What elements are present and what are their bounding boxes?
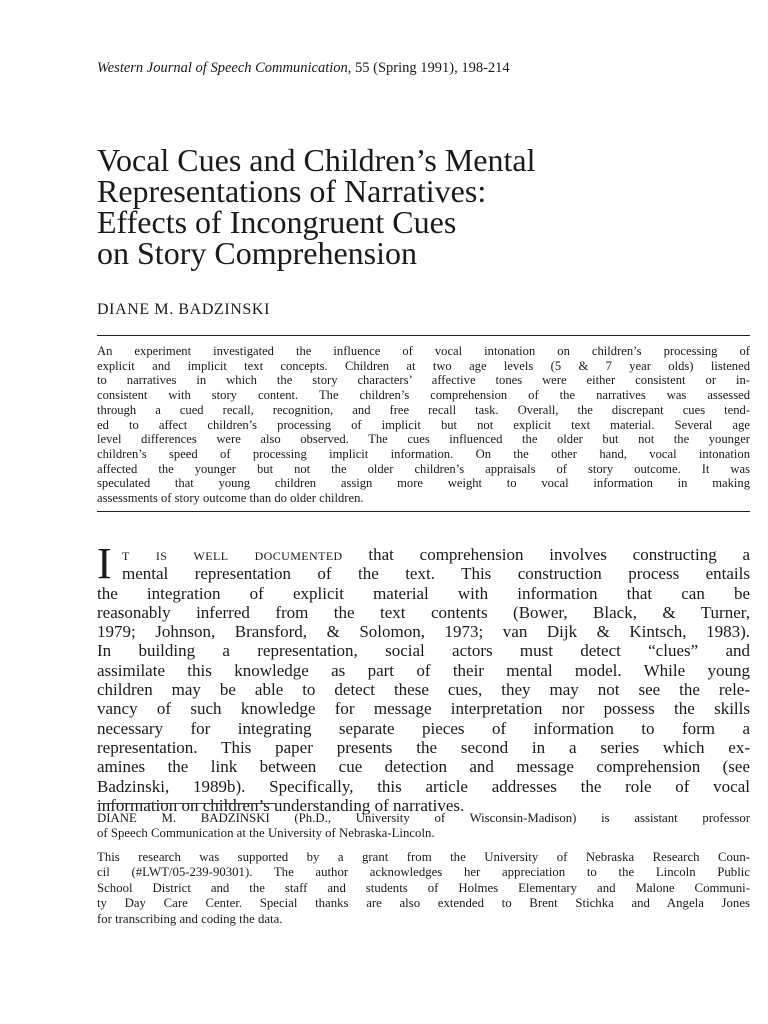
drop-cap: I bbox=[97, 539, 112, 588]
footnote-rule bbox=[97, 803, 277, 804]
abstract-line: affected the younger but not the older children’s appraisals of story outcome. It was bbox=[97, 461, 750, 476]
abstract-line: An experiment investigated the influence of vocal intonation on children’s processing of bbox=[97, 344, 750, 358]
article-title bbox=[97, 142, 737, 271]
body-line: amines the link between cue detection and message comprehension (see bbox=[97, 757, 750, 777]
abstract-line: assessments of story outcome than do older children. bbox=[97, 491, 364, 506]
body-line: 1979; Johnson, Bransford, & Solomon, 1973; van Dijk & Kintsch, 1983). bbox=[97, 622, 750, 642]
title-line: on Story Comprehension bbox=[97, 235, 417, 271]
footnote-line: ty Day Care Center. Special thanks are also extended to Brent Stichka and Angela Jones bbox=[97, 896, 750, 911]
footnote-line: cil (#LWT/05-239-90301). The author acknowledges her appreciation to the Lincoln Public bbox=[97, 865, 750, 880]
opening-small-caps: t is well documented bbox=[122, 545, 343, 564]
abstract-line: level differences were also observed. The cues influenced the older but not the younger bbox=[97, 432, 750, 447]
journal-name: Western Journal of Speech Communication, bbox=[97, 60, 352, 76]
title-line: Effects of Incongruent Cues bbox=[97, 204, 457, 240]
body-line: the integration of explicit material with information that can be bbox=[97, 583, 750, 603]
footnote-line: School District and the staff and students of Holmes Elementary and Malone Communi- bbox=[97, 880, 750, 895]
footnote-line: DIANE M. BADZINSKI (Ph.D., University of Wisconsin-Madison) is assistant professor bbox=[97, 811, 750, 825]
body-line: reasonably inferred from the text contents (Bower, Black, & Turner, bbox=[97, 602, 750, 622]
body-line: assimilate this knowledge as part of their mental model. While young bbox=[97, 660, 750, 680]
abstract-line: through a cued recall, recognition, and free recall task. Overall, the discrepant cues tend- bbox=[97, 402, 750, 417]
body-line: In building a representation, social actors must detect “clues” and bbox=[97, 641, 750, 661]
abstract bbox=[97, 344, 750, 506]
body-line: Badzinski, 1989b). Specifically, this article addresses the role of vocal bbox=[97, 776, 750, 796]
title-line: Representations of Narratives: bbox=[97, 173, 487, 209]
footnote-line: This research was supported by a grant from the University of Nebraska Research Coun- bbox=[97, 850, 750, 864]
abstract-line: children’s speed of processing implicit information. On the other hand, vocal intonation bbox=[97, 446, 750, 461]
author-footnote bbox=[97, 811, 750, 842]
body-line: information on children’s understanding of narratives. bbox=[97, 795, 465, 815]
journal-citation bbox=[97, 59, 717, 77]
funding-footnote bbox=[97, 850, 750, 927]
first-line-text: that comprehension involves constructing a bbox=[342, 545, 751, 564]
abstract-line: consistent with story content. The children’s comprehension of the narratives was assessed bbox=[97, 388, 750, 403]
footnote-line: for transcribing and coding the data. bbox=[97, 911, 283, 926]
abstract-line: explicit and implicit text concepts. Children at two age levels (5 & 7 year olds) listened bbox=[97, 358, 750, 373]
abstract-line: to narratives in which the story characters’ affective tones were either consistent or in- bbox=[97, 373, 750, 388]
abstract-bottom-rule bbox=[97, 511, 750, 512]
journal-volume-pages: 55 (Spring 1991), 198-214 bbox=[351, 60, 510, 76]
body-line: necessary for integrating separate pieces of information to form a bbox=[97, 718, 750, 738]
title-line: Vocal Cues and Children’s Mental bbox=[97, 142, 536, 178]
footnote-line: of Speech Communication at the University of Nebraska-Lincoln. bbox=[97, 826, 435, 841]
abstract-line: ed to affect children’s processing of implicit but not explicit text material. Several age bbox=[97, 417, 750, 432]
abstract-top-rule bbox=[97, 335, 750, 336]
body-line: mental representation of the text. This construction process entails bbox=[122, 564, 750, 584]
author-name: DIANE M. BADZINSKI bbox=[97, 301, 271, 318]
body-line: vancy of such knowledge for message interpretation nor possess the skills bbox=[97, 699, 750, 719]
body-line: representation. This paper presents the second in a series which ex- bbox=[97, 737, 750, 757]
abstract-line: speculated that young children assign more weight to vocal information in making bbox=[97, 476, 750, 491]
body-line: children may be able to detect these cues, they may not see the rele- bbox=[97, 680, 750, 700]
body-first-line bbox=[97, 545, 750, 564]
body-text bbox=[97, 539, 751, 815]
